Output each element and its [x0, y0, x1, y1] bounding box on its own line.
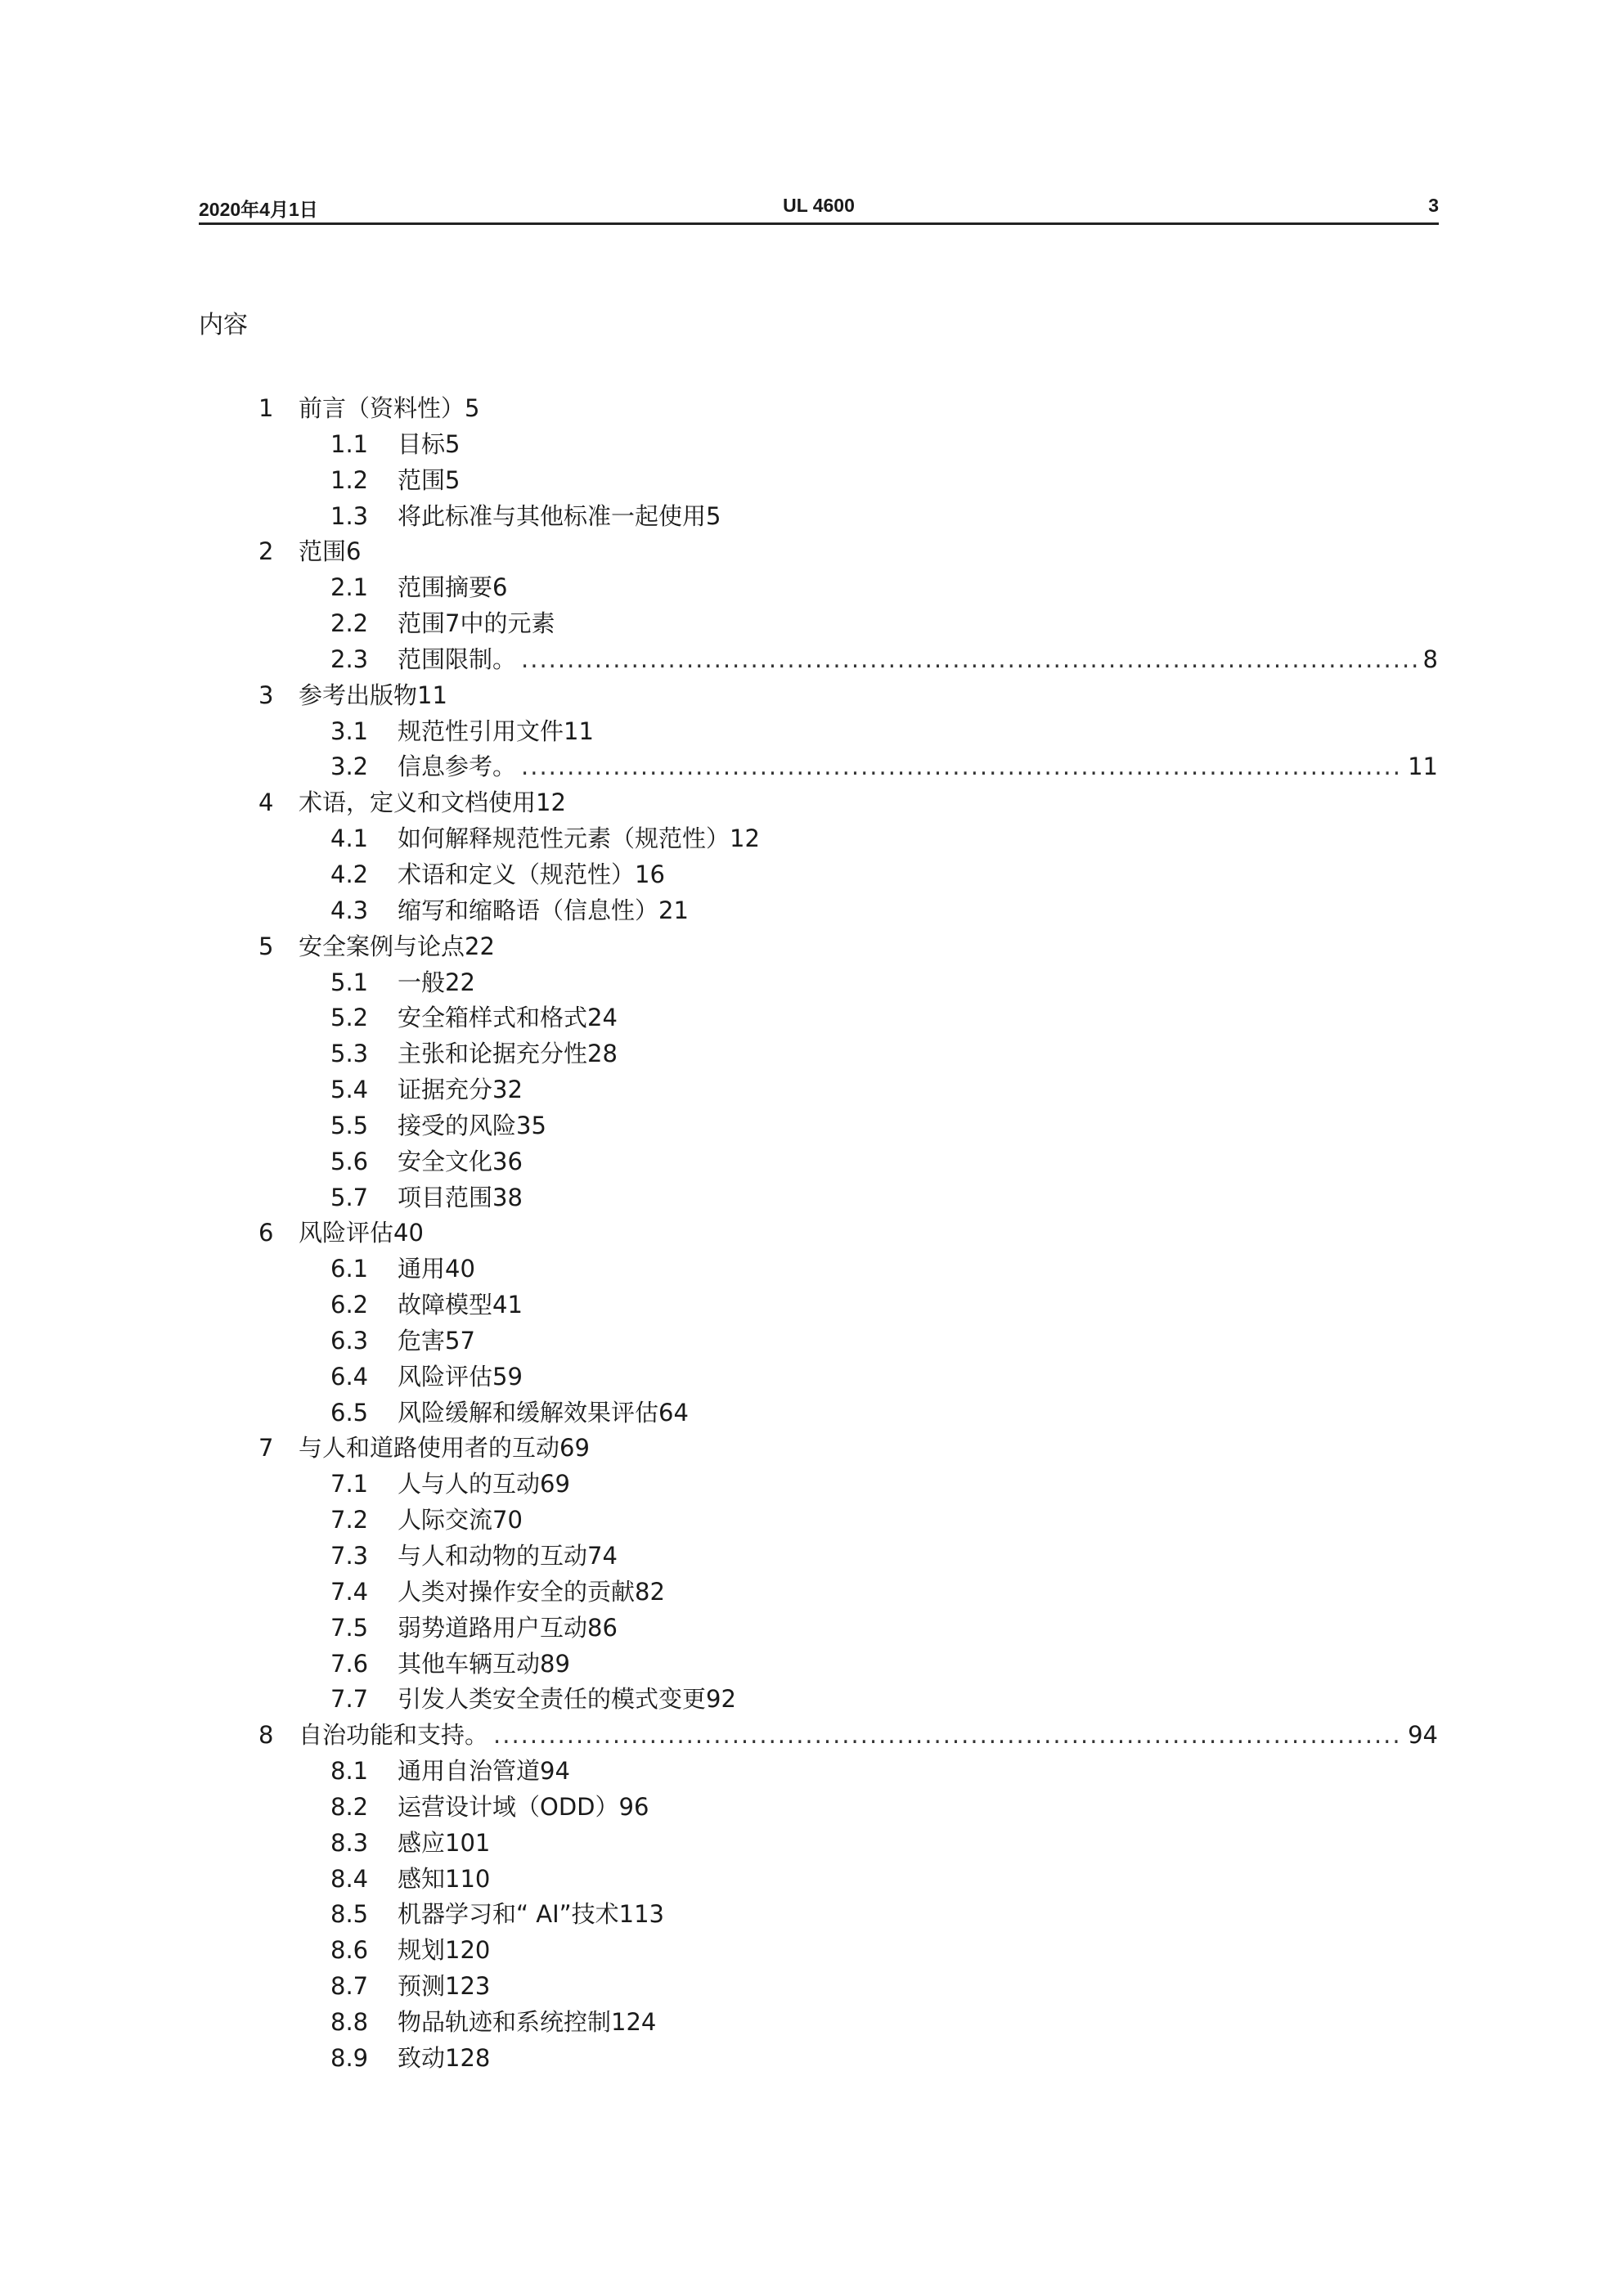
- table-of-contents: [0, 391, 1622, 2077]
- toc-section-entry[interactable]: [0, 1575, 1622, 1611]
- toc-section-entry[interactable]: [0, 714, 1622, 750]
- toc-entry-number: 5.3: [330, 1040, 369, 1068]
- toc-entry-label: 人类对操作安全的贡献82: [398, 1577, 665, 1606]
- toc-entry-text: 范围限制。: [398, 645, 517, 673]
- toc-section-entry[interactable]: [0, 642, 1622, 678]
- toc-entry-number: 8.7: [330, 1972, 369, 2001]
- toc-chapter-entry[interactable]: [0, 534, 1622, 570]
- toc-section-entry[interactable]: [0, 1108, 1622, 1144]
- toc-entry-label: 范围摘要6: [398, 573, 508, 602]
- toc-section-entry[interactable]: [0, 499, 1622, 535]
- toc-entry-label: 术语，定义和文档使用12: [299, 789, 566, 817]
- toc-entry-label: 人与人的互动69: [398, 1470, 570, 1498]
- toc-entry-label: 故障模型41: [398, 1291, 523, 1319]
- toc-entry-number: 4.2: [330, 860, 369, 888]
- toc-section-entry[interactable]: [0, 1754, 1622, 1790]
- toc-entry-text: 信息参考。: [398, 753, 517, 781]
- toc-entry-number: 7.7: [330, 1685, 369, 1714]
- toc-section-entry[interactable]: [0, 1323, 1622, 1359]
- toc-entry-label: 一般22: [398, 968, 475, 996]
- toc-section-entry[interactable]: [0, 965, 1622, 1001]
- toc-entry-number: 1.1: [330, 429, 369, 458]
- toc-entry-number: 3.2: [330, 753, 369, 781]
- toc-chapter-entry[interactable]: [0, 1431, 1622, 1467]
- toc-entry-number: 2.3: [330, 645, 369, 673]
- toc-entry-label: 运营设计域（ODD）96: [398, 1792, 649, 1821]
- toc-entry-label: 感应101: [398, 1828, 491, 1857]
- toc-entry-number: 8.5: [330, 1900, 369, 1929]
- toc-entry-number: 4: [258, 789, 274, 817]
- toc-section-entry[interactable]: [0, 427, 1622, 463]
- toc-entry-label: 机器学习和“ AI”技术113: [398, 1900, 665, 1929]
- toc-entry-number: 7.2: [330, 1506, 369, 1534]
- toc-entry-label: 项目范围38: [398, 1183, 523, 1211]
- toc-entry-page: 11: [1408, 753, 1438, 781]
- toc-entry-number: 8.2: [330, 1792, 369, 1821]
- toc-entry-number: 7: [258, 1434, 274, 1463]
- dot-leader: [521, 749, 1403, 785]
- toc-entry-label: 范围5: [398, 465, 461, 494]
- toc-entry-number: 4.1: [330, 824, 369, 853]
- toc-entry-number: 1.3: [330, 501, 369, 530]
- toc-entry-number: 5.1: [330, 968, 369, 996]
- toc-section-entry[interactable]: [0, 1969, 1622, 2005]
- toc-entry-number: 7.6: [330, 1649, 369, 1678]
- toc-section-entry[interactable]: [0, 1467, 1622, 1503]
- toc-section-entry[interactable]: [0, 857, 1622, 893]
- toc-section-entry[interactable]: [0, 1251, 1622, 1287]
- toc-entry-label: 风险评估59: [398, 1362, 523, 1391]
- toc-section-entry[interactable]: [0, 1503, 1622, 1539]
- toc-entry-label: 术语和定义（规范性）16: [398, 860, 665, 888]
- toc-chapter-entry[interactable]: [0, 1718, 1622, 1754]
- dot-leader: [493, 1718, 1403, 1754]
- toc-section-entry[interactable]: [0, 1144, 1622, 1180]
- toc-section-entry[interactable]: [0, 1897, 1622, 1933]
- toc-entry-label: 物品轨迹和系统控制124: [398, 2007, 657, 2036]
- toc-entry-number: 6.3: [330, 1326, 369, 1355]
- toc-entry-label: 安全案例与论点22: [299, 932, 495, 960]
- toc-entry-label: 范围6: [299, 537, 362, 566]
- toc-entry-number: 5.4: [330, 1076, 369, 1104]
- toc-entry-label: 预测123: [398, 1972, 491, 2001]
- toc-entry-label: 感知110: [398, 1864, 491, 1893]
- toc-section-entry[interactable]: [0, 1933, 1622, 1969]
- toc-entry-number: 8.1: [330, 1757, 369, 1786]
- toc-section-entry[interactable]: [0, 1682, 1622, 1718]
- toc-entry-label: 接受的风险35: [398, 1111, 546, 1139]
- toc-entry-label: 前言（资料性）5: [299, 394, 480, 422]
- toc-entry-number: 5.7: [330, 1183, 369, 1211]
- toc-entry-number: 6.5: [330, 1398, 369, 1427]
- toc-entry-label: [299, 1718, 1438, 1754]
- toc-entry-label: 主张和论据充分性28: [398, 1040, 618, 1068]
- toc-section-entry[interactable]: [0, 1611, 1622, 1647]
- toc-entry-number: 5.5: [330, 1111, 369, 1139]
- toc-entry-number: 8.9: [330, 2043, 369, 2072]
- toc-chapter-entry[interactable]: [0, 391, 1622, 427]
- header-page-number: 3: [1428, 195, 1439, 216]
- toc-entry-label: [398, 642, 1438, 678]
- toc-entry-page: 8: [1422, 645, 1438, 673]
- toc-section-entry[interactable]: [0, 1647, 1622, 1683]
- toc-section-entry[interactable]: [0, 821, 1622, 857]
- toc-entry-number: 4.3: [330, 896, 369, 924]
- toc-section-entry[interactable]: [0, 1826, 1622, 1862]
- toc-entry-number: 8.8: [330, 2007, 369, 2036]
- toc-entry-number: 7.5: [330, 1613, 369, 1642]
- toc-entry-number: 6.1: [330, 1255, 369, 1283]
- toc-section-entry[interactable]: [0, 1072, 1622, 1108]
- toc-entry-number: 8.3: [330, 1828, 369, 1857]
- toc-entry-label: 证据充分32: [398, 1076, 523, 1104]
- toc-entry-label: 弱势道路用户互动86: [398, 1613, 618, 1642]
- toc-chapter-entry[interactable]: [0, 785, 1622, 821]
- toc-title: 内容: [199, 311, 248, 339]
- toc-entry-page: 94: [1408, 1721, 1438, 1750]
- toc-section-entry[interactable]: [0, 1359, 1622, 1395]
- toc-entry-number: 2.1: [330, 573, 369, 602]
- toc-entry-number: 6.4: [330, 1362, 369, 1391]
- toc-entry-number: 7.3: [330, 1542, 369, 1570]
- toc-entry-number: 5.2: [330, 1004, 369, 1032]
- toc-entry-number: 3: [258, 681, 274, 709]
- toc-entry-label: 致动128: [398, 2043, 491, 2072]
- toc-entry-number: 8.4: [330, 1864, 369, 1893]
- dot-leader: [521, 642, 1418, 678]
- toc-entry-label: 规范性引用文件11: [398, 717, 594, 745]
- toc-entry-label: 人际交流70: [398, 1506, 523, 1534]
- toc-section-entry[interactable]: [0, 1180, 1622, 1216]
- header-date: 2020年4月1日: [199, 199, 318, 220]
- toc-entry-label: 将此标准与其他标准一起使用5: [398, 501, 721, 530]
- toc-entry-label: 范围7中的元素: [398, 609, 555, 638]
- toc-entry-label: 通用自治管道94: [398, 1757, 570, 1786]
- toc-entry-label: 风险评估40: [299, 1219, 424, 1247]
- toc-entry-number: 1.2: [330, 465, 369, 494]
- toc-section-entry[interactable]: [0, 1539, 1622, 1575]
- toc-entry-label: 安全箱样式和格式24: [398, 1004, 618, 1032]
- toc-entry-label: 引发人类安全责任的模式变更92: [398, 1685, 736, 1714]
- toc-entry-label: 危害57: [398, 1326, 475, 1355]
- toc-entry-number: 1: [258, 394, 274, 422]
- toc-entry-label: 规划120: [398, 1936, 491, 1965]
- page-header: [199, 195, 1439, 225]
- toc-entry-number: 6: [258, 1219, 274, 1247]
- toc-chapter-entry[interactable]: [0, 929, 1622, 965]
- header-standard: UL 4600: [783, 195, 855, 216]
- toc-entry-number: 6.2: [330, 1291, 369, 1319]
- toc-section-entry[interactable]: [0, 1036, 1622, 1072]
- toc-entry-label: 如何解释规范性元素（规范性）12: [398, 824, 760, 853]
- toc-entry-label: 参考出版物11: [299, 681, 447, 709]
- toc-section-entry[interactable]: [0, 463, 1622, 499]
- toc-section-entry[interactable]: [0, 749, 1622, 785]
- toc-chapter-entry[interactable]: [0, 678, 1622, 714]
- toc-entry-number: 2: [258, 537, 274, 566]
- toc-entry-label: 缩写和缩略语（信息性）21: [398, 896, 689, 924]
- toc-entry-number: 5: [258, 932, 274, 960]
- toc-entry-label: 通用40: [398, 1255, 475, 1283]
- toc-section-entry[interactable]: [0, 570, 1622, 606]
- toc-entry-label: 目标5: [398, 429, 461, 458]
- toc-entry-number: 3.1: [330, 717, 369, 745]
- toc-entry-label: [398, 749, 1438, 785]
- toc-entry-label: 其他车辆互动89: [398, 1649, 570, 1678]
- toc-section-entry[interactable]: [0, 1395, 1622, 1431]
- toc-entry-text: 自治功能和支持。: [299, 1721, 489, 1750]
- toc-entry-label: 与人和道路使用者的互动69: [299, 1434, 590, 1463]
- toc-section-entry[interactable]: [0, 1287, 1622, 1323]
- toc-section-entry[interactable]: [0, 2041, 1622, 2077]
- toc-entry-label: 安全文化36: [398, 1147, 523, 1175]
- toc-entry-number: 7.1: [330, 1470, 369, 1498]
- toc-entry-number: 8: [258, 1721, 274, 1750]
- toc-section-entry[interactable]: [0, 2005, 1622, 2041]
- toc-entry-label: 与人和动物的互动74: [398, 1542, 618, 1570]
- toc-entry-number: 7.4: [330, 1577, 369, 1606]
- toc-entry-number: 2.2: [330, 609, 369, 638]
- toc-section-entry[interactable]: [0, 1862, 1622, 1898]
- toc-section-entry[interactable]: [0, 606, 1622, 642]
- toc-entry-number: 8.6: [330, 1936, 369, 1965]
- toc-entry-number: 5.6: [330, 1147, 369, 1175]
- toc-section-entry[interactable]: [0, 893, 1622, 929]
- toc-section-entry[interactable]: [0, 1790, 1622, 1826]
- toc-section-entry[interactable]: [0, 1000, 1622, 1036]
- toc-chapter-entry[interactable]: [0, 1215, 1622, 1251]
- toc-entry-label: 风险缓解和缓解效果评估64: [398, 1398, 689, 1427]
